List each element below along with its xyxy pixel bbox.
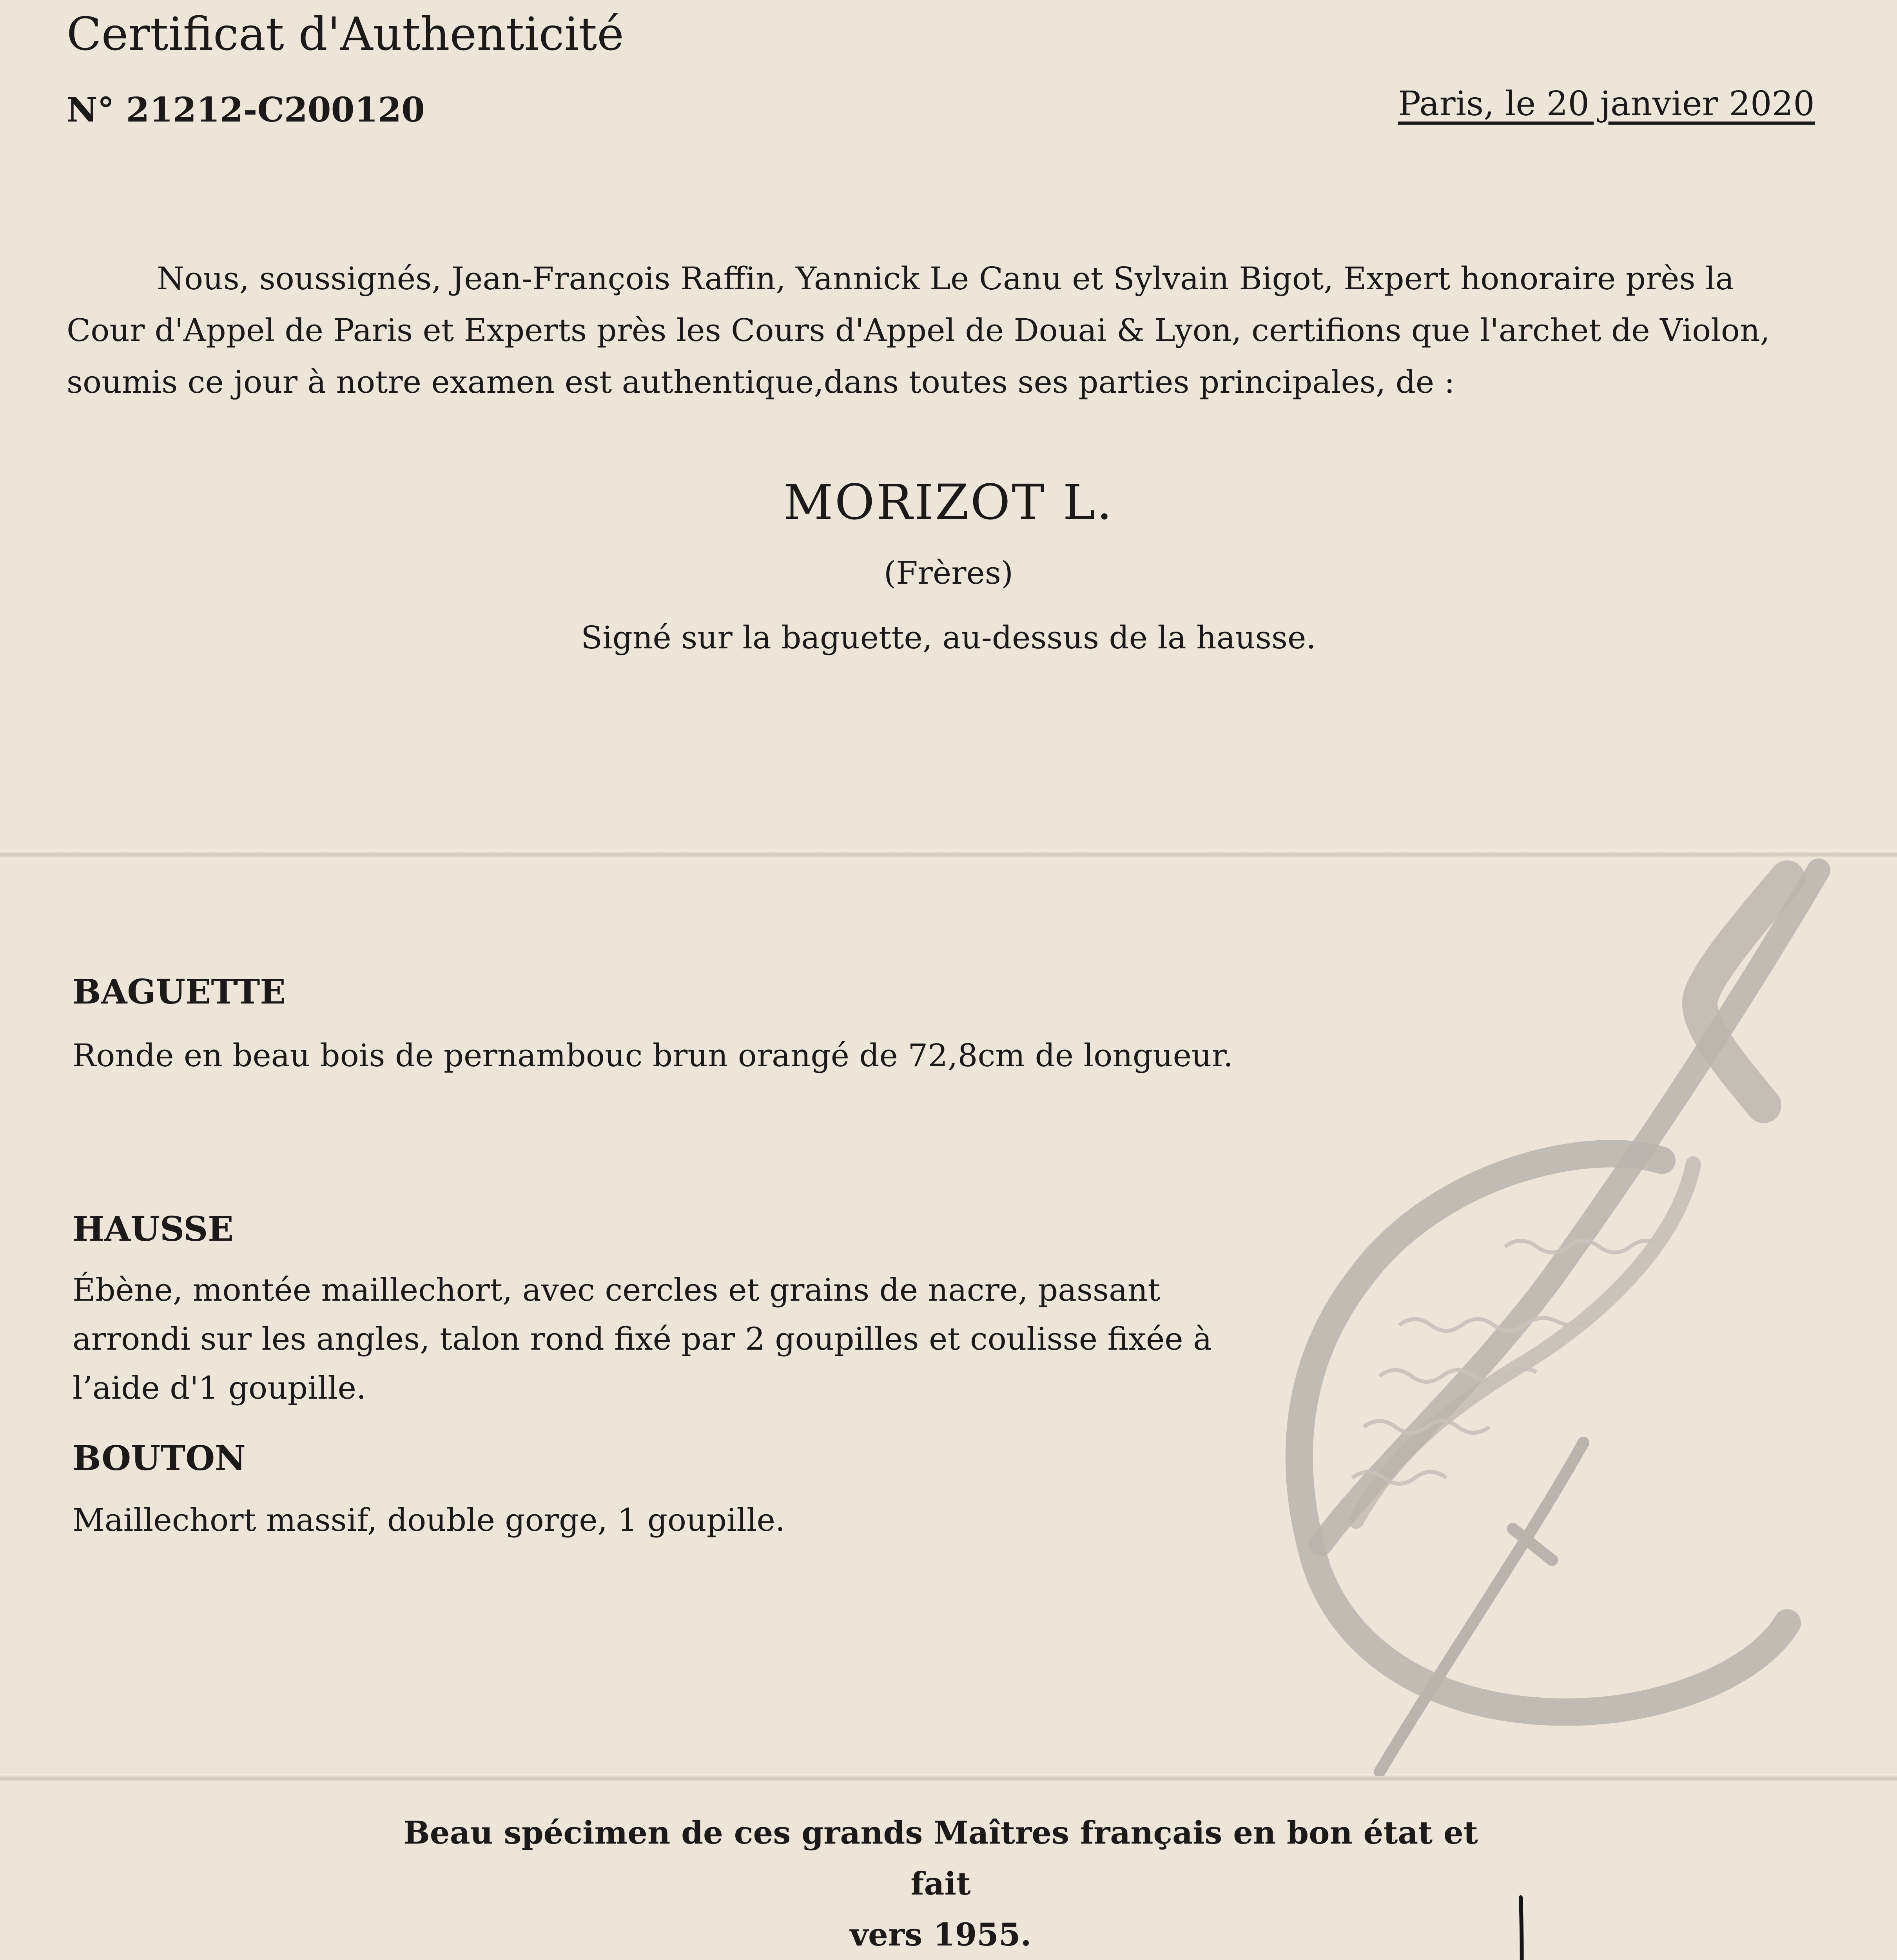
certificate-number: N° 21212-C200120 (67, 90, 425, 130)
conclusion-line-1: Beau spécimen de ces grands Maîtres français en bon état et fait (403, 1814, 1478, 1902)
certificate-title: Certificat d'Authenticité (67, 8, 624, 61)
section-text-bouton: Maillechort massif, double gorge, 1 goupille. (73, 1502, 785, 1538)
section-heading-bouton: BOUTON (73, 1439, 246, 1478)
maker-subtitle: (Frères) (883, 555, 1014, 591)
section-text-baguette: Ronde en beau bois de pernambouc brun orangé de 72,8cm de longueur. (73, 1037, 1233, 1074)
maker-name: MORIZOT L. (783, 474, 1114, 531)
place-date: Paris, le 20 janvier 2020 (1398, 84, 1815, 123)
bow-watermark-logo (1231, 855, 1858, 1776)
section-text-hausse: Ébène, montée maillechort, avec cercles et grains de nacre, passant arrondi sur les angles, talon rond fixé par 2 goupilles et coulisse fixée à l’aide d'1 goupille. (73, 1272, 1212, 1406)
signature-bigot (1117, 1889, 1885, 1960)
conclusion-line-2: vers 1955. (850, 1916, 1032, 1953)
maker-signature-note: Signé sur la baguette, au-dessus de la hausse. (581, 619, 1316, 656)
section-heading-hausse: HAUSSE (73, 1209, 234, 1249)
intro-paragraph: Nous, soussignés, Jean-François Raffin, Yannick Le Canu et Sylvain Bigot, Expert honoraire près la Cour d'Appel de Paris et Experts près les Cours d'Appel de Douai & Lyon, certifions que l'archet de Violon, soumis ce jour à notre examen est authentique,dans toutes ses parties principales, de : (67, 260, 1770, 400)
section-heading-baguette: BAGUETTE (73, 972, 286, 1012)
